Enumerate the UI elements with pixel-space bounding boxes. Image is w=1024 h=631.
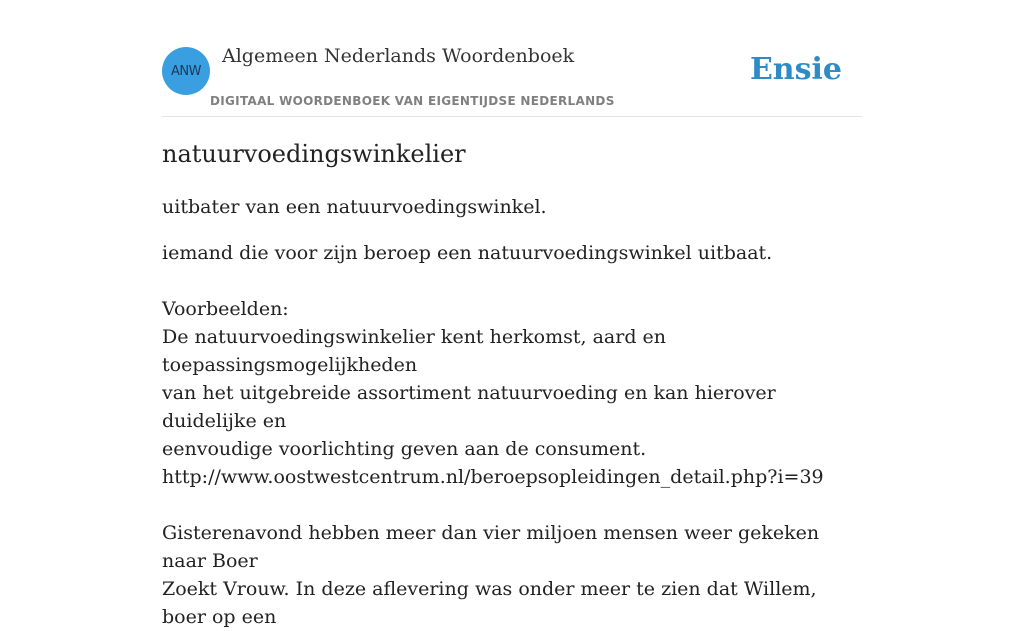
examples	[162, 295, 862, 631]
definition: uitbater van een natuurvoedingswinkel.	[162, 196, 547, 218]
example-2-line-1: Gisterenavond hebben meer dan vier miljoen mensen weer gekeken naar Boer	[162, 522, 820, 572]
example-1-line-3: eenvoudige voorlichting geven aan de consument.	[162, 438, 647, 460]
explanation: iemand die voor zijn beroep een natuurvoedingswinkel uitbaat.	[162, 242, 773, 264]
example-2-line-2: Zoekt Vrouw. In deze aflevering was onder meer te zien dat Willem, boer op een	[162, 578, 817, 628]
example-gap	[162, 491, 862, 519]
example-1-source-link[interactable]: http://www.oostwestcentrum.nl/beroepsopleidingen_detail.php?i=39	[162, 466, 824, 488]
example-1-line-1: De natuurvoedingswinkelier kent herkomst, aard en toepassingsmogelijkheden	[162, 326, 667, 376]
headword: natuurvoedingswinkelier	[162, 140, 466, 168]
anw-logo[interactable]	[162, 47, 210, 95]
example-1-line-2: van het uitgebreide assortiment natuurvoeding en kan hierover duidelijke en	[162, 382, 776, 432]
entry-content	[162, 116, 862, 631]
examples-label: Voorbeelden:	[162, 298, 289, 320]
logo-text: ANW	[171, 63, 201, 79]
site-title[interactable]: Algemeen Nederlands Woordenboek	[222, 45, 575, 67]
ensie-brand-link[interactable]: Ensie	[749, 52, 842, 87]
example-1-source	[162, 463, 862, 491]
site-header	[162, 0, 862, 117]
site-subtitle: DIGITAAL WOORDENBOEK VAN EIGENTIJDSE NEDERLANDS	[210, 94, 615, 108]
